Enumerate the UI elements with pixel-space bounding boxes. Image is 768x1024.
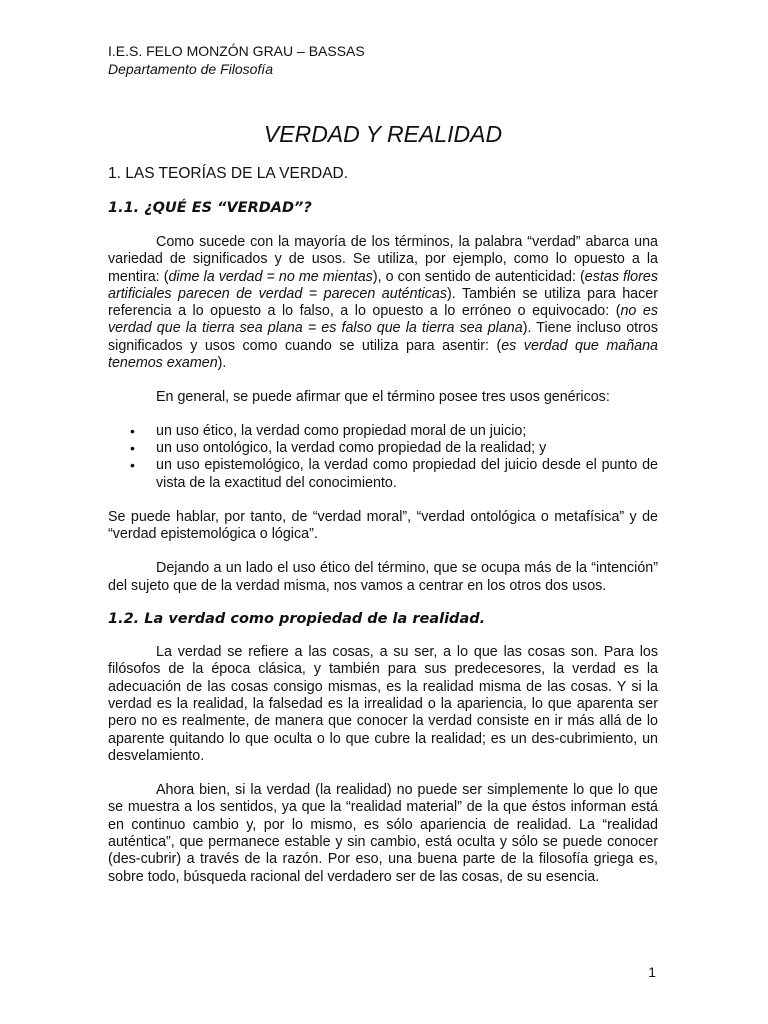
p1-text-c: ), o con sentido de autenticidad: (	[372, 268, 585, 285]
p1-example-3: no es verdad que la tierra sea plana = es falso que la tierra sea plana	[108, 303, 658, 337]
paragraph-5: La verdad se refiere a las cosas, a su ser, a lo que las cosas son. Para los filósofos de la época clásica, y también para sus predecesores, la verdad es la adecuación de las cosas consigo mismas, es la realidad misma de las cosas. Y si la verdad es la realidad, la falsedad es la irrealidad o la apariencia, lo que aparenta ser pero no es realmente, de manera que conocer la verdad consiste en ir más allá de lo aparente quitando lo que oculta o lo que cubre la realidad; es un des-cubrimiento, un desvelamiento.	[108, 644, 658, 764]
uses-list	[108, 423, 658, 492]
list-item	[108, 423, 658, 440]
bullet-icon: •	[130, 457, 135, 474]
subsection-1-1-heading: 1.1. ¿QUÉ ES “VERDAD”?	[108, 200, 312, 216]
header-institution: I.E.S. FELO MONZÓN GRAU – BASSAS	[108, 43, 365, 59]
list-item-text: un uso ontológico, la verdad como propiedad de la realidad; y	[156, 439, 547, 456]
p1-example-4: es verdad que mañana tenemos examen	[108, 337, 659, 372]
p1-text-g: ). Tiene incluso otros significados y usos como cuando se utiliza para asentir: (	[108, 320, 658, 354]
bullet-icon: •	[130, 422, 135, 439]
p1-text-i: ).	[217, 355, 227, 372]
header-department: Departamento de Filosofía	[108, 61, 273, 77]
list-item-text: un uso ético, la verdad como propiedad moral de un juicio;	[156, 422, 527, 439]
paragraph-3: Se puede hablar, por tanto, de “verdad moral”, “verdad ontológica o metafísica” y de “verdad epistemológica o lógica”.	[108, 508, 658, 543]
subsection-1-2-heading: 1.2. La verdad como propiedad de la realidad.	[108, 611, 486, 628]
p1-example-2: estas flores artificiales parecen de verdad = parecen auténticas	[108, 268, 658, 302]
paragraph-1	[108, 234, 658, 372]
paragraph-2: En general, se puede afirmar que el término posee tres usos genéricos:	[156, 389, 610, 406]
page-number: 1	[648, 964, 656, 980]
document-title: VERDAD Y REALIDAD	[263, 121, 503, 147]
list-item	[108, 440, 658, 457]
paragraph-6: Ahora bien, si la verdad (la realidad) no puede ser simplemente lo que lo que se muestra a los sentidos, ya que la “realidad material” de la que éstos informan está en continuo cambio y, por lo mismo, es sólo apariencia de realidad. La “realidad auténtica”, que permanece estable y sin cambio, está oculta y sólo se puede conocer (des-cubrir) a través de la razón. Por eso, una buena parte de la filosofía griega es, sobre todo, búsqueda racional del verdadero ser de las cosas, de su esencia.	[108, 782, 658, 885]
p1-text-a: Como sucede con la mayoría de los términos, la palabra “verdad” abarca una variedad de significados y de usos. Se utiliza, por ejemplo, como lo opuesto a la mentira: (	[108, 234, 658, 285]
list-item	[108, 457, 658, 492]
section-1-heading: 1. LAS TEORÍAS DE LA VERDAD.	[108, 165, 349, 182]
p1-example-1: dime la verdad = no me mientas	[168, 268, 373, 285]
list-item-text: un uso epistemológico, la verdad como propiedad del juicio desde el punto de vista de la exactitud del conocimiento.	[156, 457, 658, 491]
bullet-icon: •	[130, 439, 135, 456]
paragraph-4: Dejando a un lado el uso ético del término, que se ocupa más de la “intención” del sujeto que de la verdad misma, nos vamos a centrar en los otros dos usos.	[108, 560, 658, 594]
p1-text-e: ). También se utiliza para hacer referencia a lo opuesto a lo falso, a lo opuesto a lo erróneo o equivocado: (	[108, 285, 658, 320]
document-page	[108, 42, 658, 886]
